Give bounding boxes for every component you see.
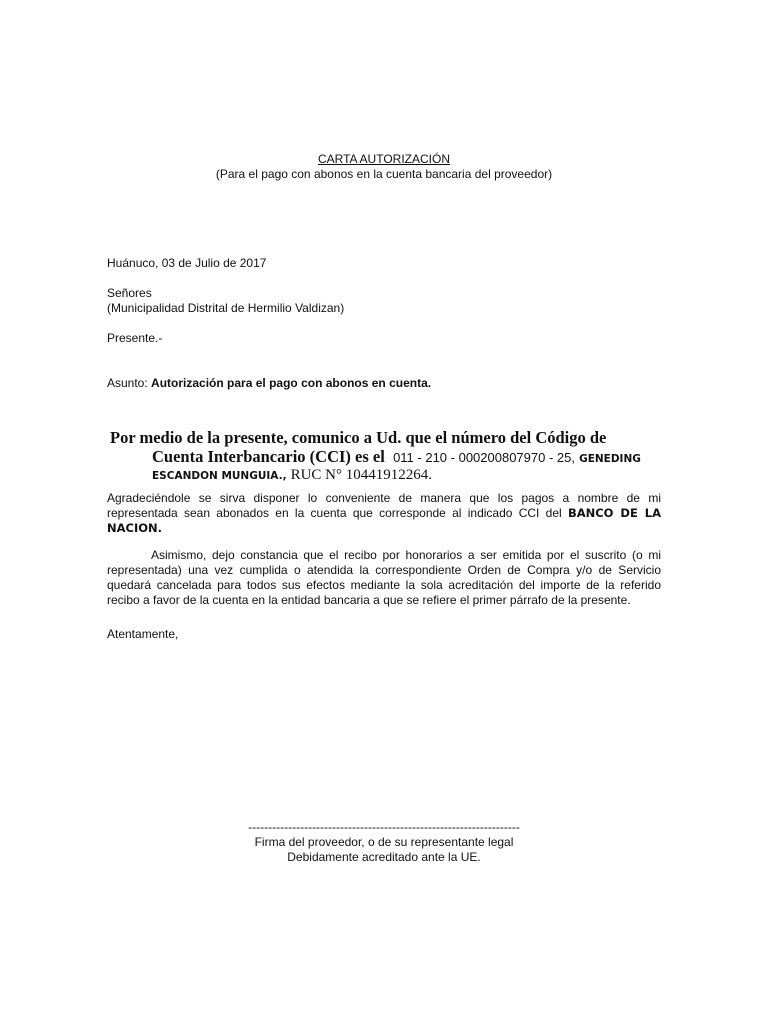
ruc-number: RUC N° 10441912264. [290,467,432,483]
intro-paragraph [110,428,670,469]
letter-title: CARTA AUTORIZACIÓN [317,152,451,166]
subject-text: Autorización para el pago con abonos en cuenta. [151,376,432,390]
supplier-name-part-1: GENEDING [579,453,641,465]
paragraph-1-text: Agradeciéndole se sirva disponer lo conveniente de manera que los pagos a nombre de mi representada sean abonados en la cuenta que corresponde al indicado CCI del [107,491,661,520]
supplier-line [152,466,432,484]
subject-line [107,376,431,391]
recipient: (Municipalidad Distrital de Hermilio Valdizan) [107,301,345,315]
paragraph-1 [107,491,661,536]
signature-label-2: Debidamente acreditado ante la UE. [287,850,481,864]
date-line: Huánuco, 03 de Julio de 2017 [107,256,267,270]
supplier-name-part-2: ESCANDON MUNGUIA., [152,470,287,482]
signature-label-1: Firma del proveedor, o de su representante legal [254,835,514,849]
presente-line: Presente.- [107,331,163,345]
salutation: Señores [107,286,152,300]
letter-subtitle: (Para el pago con abonos en la cuenta bancaria del proveedor) [215,167,553,181]
intro-line-1: Por medio de la presente, comunico a Ud. que el número del Código de [110,428,607,447]
closing: Atentamente, [107,627,179,641]
intro-line-2: Cuenta Interbancario (CCI) es el [152,447,385,466]
cci-number: 011 - 210 - 000200807970 - 25, [393,450,575,465]
bank-name: BANCO DE LA NACION. [107,506,661,535]
subject-label: Asunto: [107,376,148,390]
paragraph-2: Asimismo, dejo constancia que el recibo por honorarios a ser emitida por el suscrito (o mi representada) una vez cumplida o atendida la correspondiente Orden de Compra y/o de Servicio quedará cancelada para todos sus efectos mediante la sola acreditación del importe de la referido recibo a favor de la cuenta en la entidad bancaria a que se refiere el primer párrafo de la presente. [107,548,661,607]
signature-line: -------------------------------------------------------------------- [248,820,520,834]
